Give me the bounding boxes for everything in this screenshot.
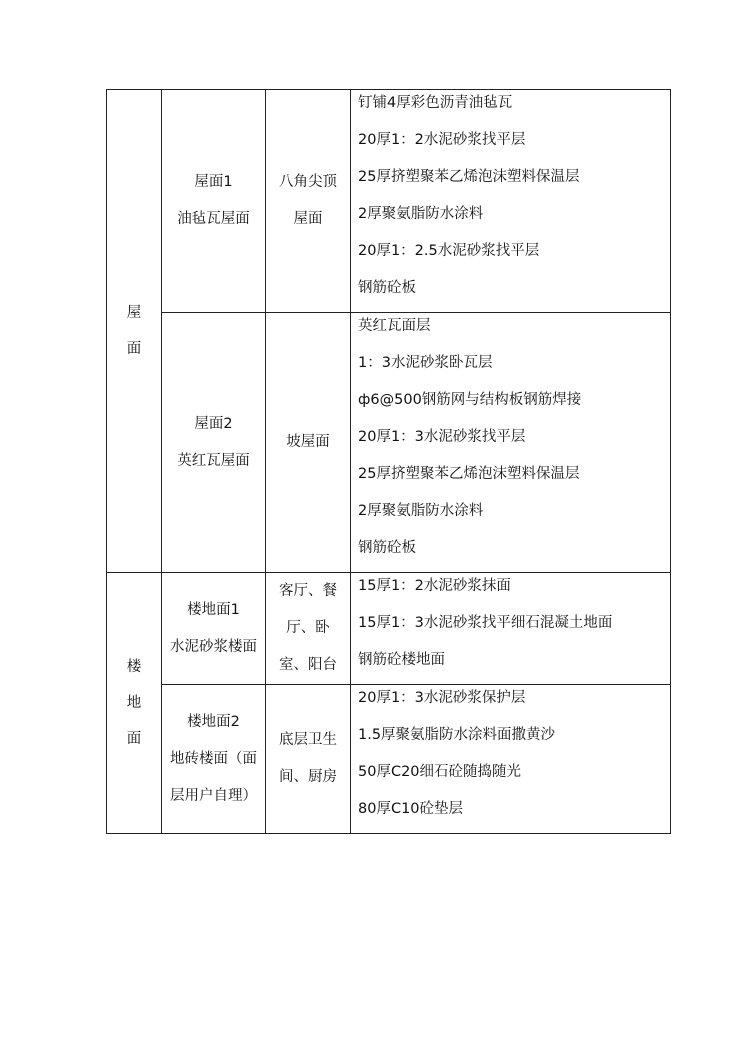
- location-cell: [266, 685, 351, 834]
- location-cell: [266, 90, 351, 313]
- layer-text: 25厚挤塑聚苯乙烯泡沫塑料保温层: [358, 169, 580, 185]
- item-name-text: 楼地面2: [187, 713, 240, 730]
- layers-cell: [351, 685, 671, 834]
- layer-text: 15厚1：2水泥砂浆抹面: [358, 578, 511, 594]
- layers-cell: [351, 90, 671, 313]
- layer-text: 20厚1：3水泥砂浆保护层: [358, 690, 526, 706]
- item-name-text: 油毡瓦屋面: [177, 211, 250, 227]
- layers-cell: [351, 313, 671, 573]
- item-name-cell: [162, 90, 266, 313]
- category-cell-floor: [107, 573, 162, 834]
- layer-text: 80厚C10砼垫层: [358, 801, 464, 817]
- location-text: 厅、卧: [286, 620, 330, 636]
- item-name-text: 屋面1: [194, 174, 233, 190]
- item-name-cell: [162, 685, 266, 834]
- category-text: 楼: [126, 659, 142, 675]
- layer-text: 20厚1：2水泥砂浆找平层: [358, 132, 526, 148]
- layer-text: 2厚聚氨脂防水涂料: [358, 503, 484, 519]
- location-text: 间、厨房: [279, 769, 337, 785]
- layer-text: 2厚聚氨脂防水涂料: [358, 206, 484, 222]
- location-text: 屋面: [293, 211, 323, 227]
- category-text: 地: [126, 695, 142, 711]
- item-name-text: 屋面2: [194, 415, 233, 432]
- layer-text: 20厚1：3水泥砂浆找平层: [358, 429, 526, 445]
- category-cell-roof: [107, 90, 162, 573]
- layer-text: ф6@500钢筋网与结构板钢筋焊接: [358, 392, 582, 408]
- table-row: [107, 685, 671, 834]
- layer-text: 50厚C20细石砼随捣随光: [358, 764, 522, 780]
- layer-text: 英红瓦面层: [358, 318, 431, 334]
- item-name-text: 英红瓦屋面: [177, 452, 250, 469]
- location-cell: [266, 313, 351, 573]
- layer-text: 1：3水泥砂浆卧瓦层: [358, 355, 493, 371]
- construction-spec-table: [106, 89, 671, 834]
- layer-text: 钢筋砼楼地面: [358, 652, 445, 668]
- location-cell: [266, 573, 351, 685]
- category-text: 屋: [126, 305, 142, 321]
- table-row: [107, 90, 671, 313]
- location-text: 室、阳台: [279, 657, 337, 673]
- layer-text: 钉铺4厚彩色沥青油毡瓦: [358, 95, 513, 111]
- item-name-cell: [162, 573, 266, 685]
- table-row: [107, 573, 671, 685]
- item-name-cell: [162, 313, 266, 573]
- layer-text: 15厚1：3水泥砂浆找平细石混凝土地面: [358, 615, 613, 631]
- layer-text: 20厚1：2.5水泥砂浆找平层: [358, 243, 540, 259]
- location-text: 坡屋面: [286, 434, 330, 450]
- location-text: 八角尖顶: [279, 174, 337, 190]
- item-name-text: 水泥砂浆楼面: [170, 638, 257, 655]
- table-row: [107, 313, 671, 573]
- category-text: 面: [126, 341, 142, 357]
- layers-cell: [351, 573, 671, 685]
- layer-text: 1.5厚聚氨脂防水涂料面撒黄沙: [358, 727, 556, 743]
- layer-text: 25厚挤塑聚苯乙烯泡沫塑料保温层: [358, 466, 580, 482]
- item-name-text: 楼地面1: [187, 601, 240, 618]
- category-text: 面: [126, 731, 142, 747]
- location-text: 底层卫生: [279, 732, 337, 748]
- layer-text: 钢筋砼板: [358, 540, 416, 556]
- item-name-text: 地砖楼面（面: [170, 750, 257, 767]
- layer-text: 钢筋砼板: [358, 280, 416, 296]
- item-name-text: 层用户自理）: [170, 787, 257, 804]
- location-text: 客厅、餐: [279, 583, 337, 599]
